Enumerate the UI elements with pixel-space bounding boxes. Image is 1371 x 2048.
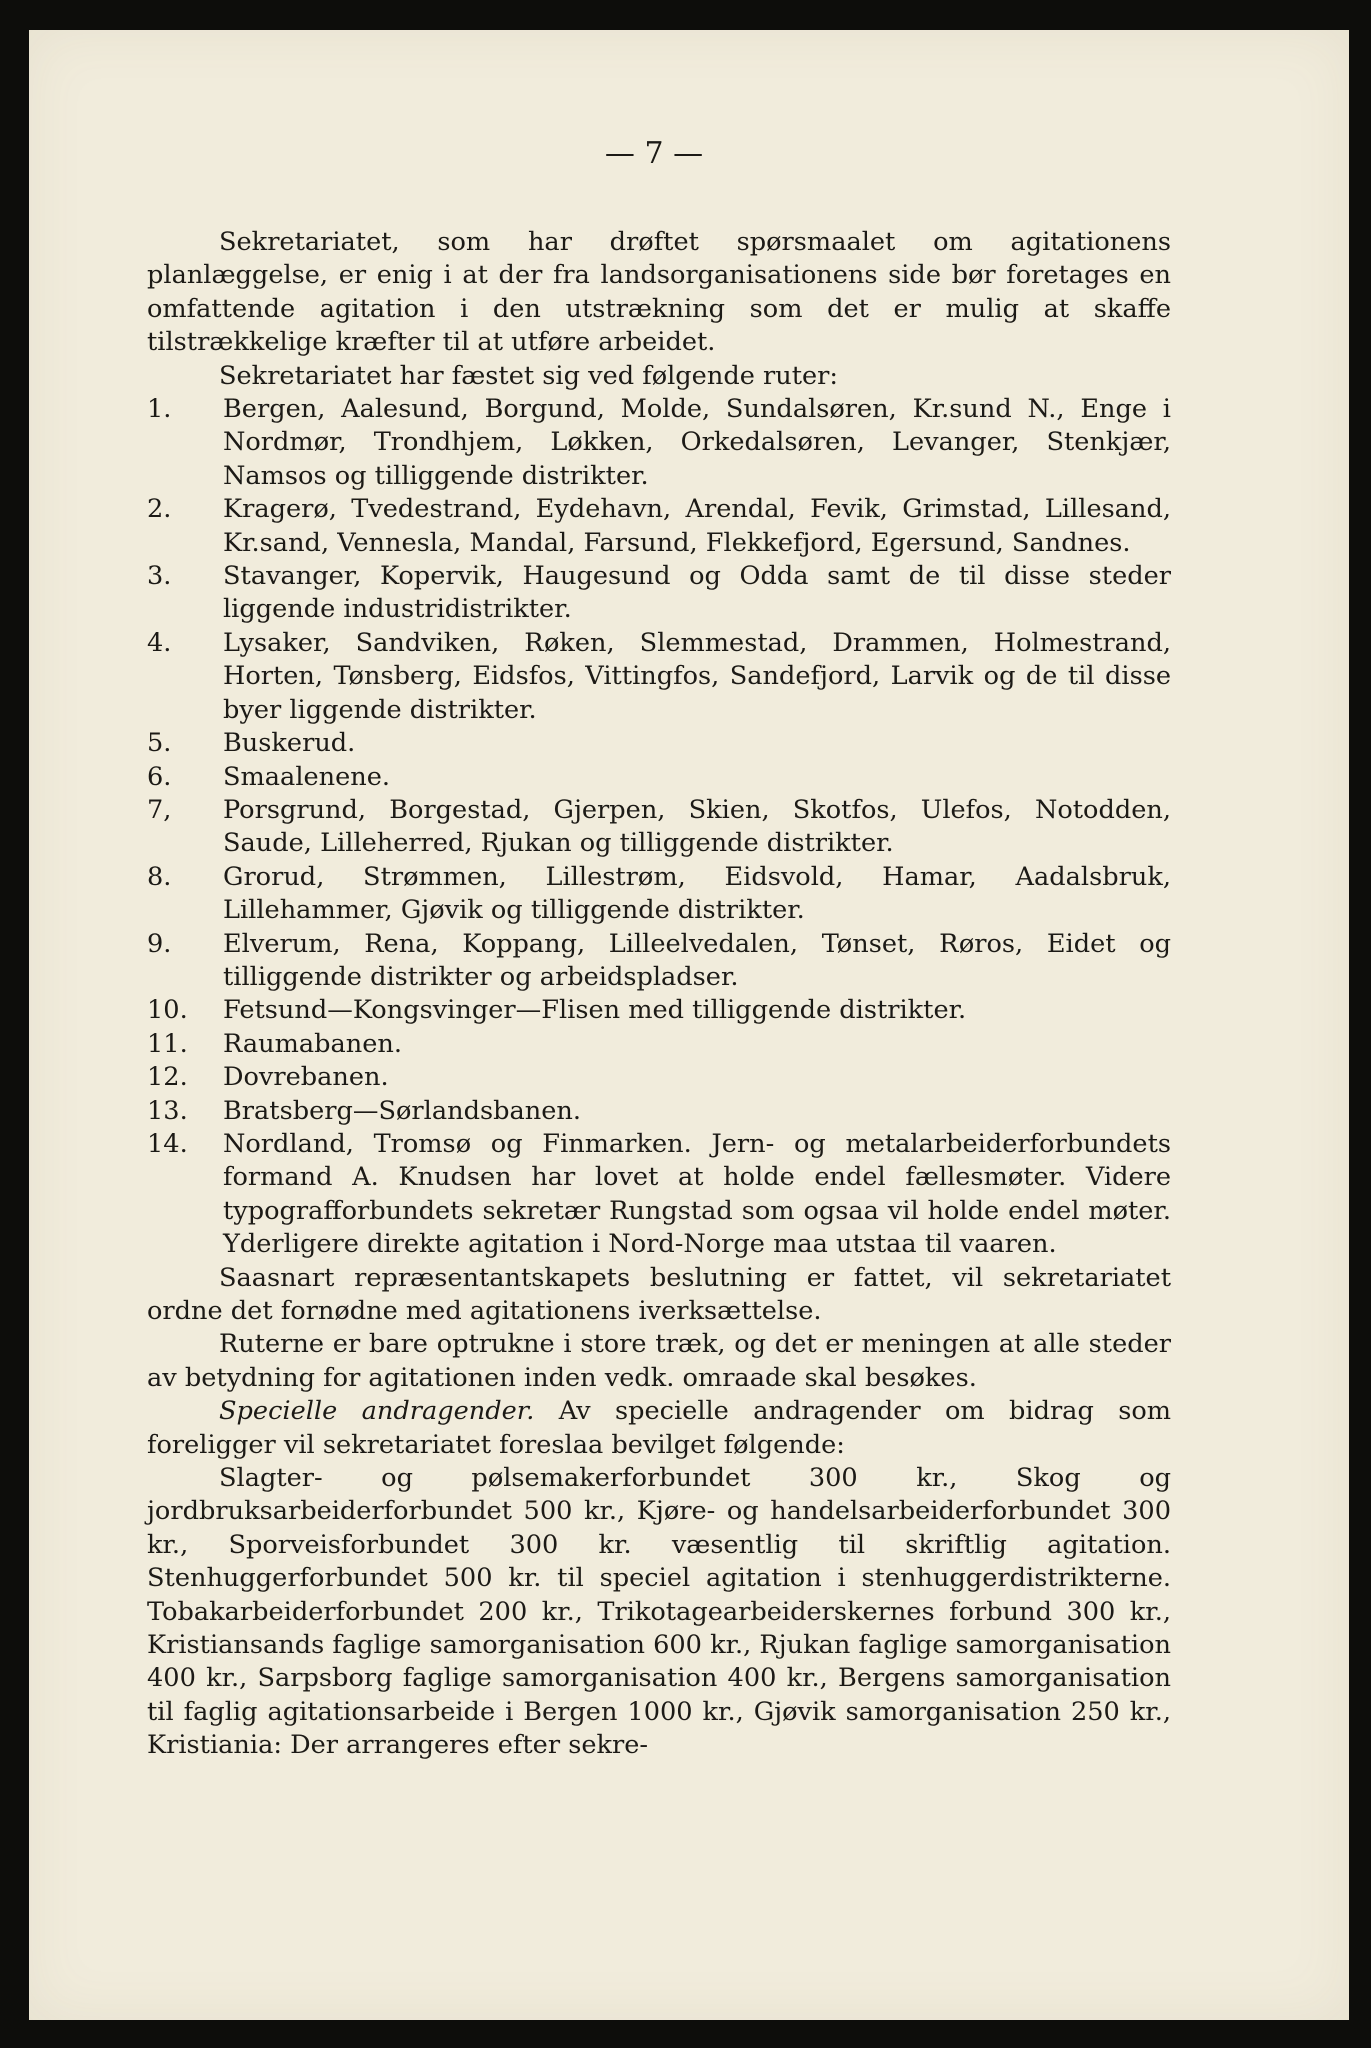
route-number: 13. — [147, 1095, 188, 1126]
route-text: Grorud, Strømmen, Lillestrøm, Eidsvold, Hamar, Aadalsbruk, Lillehammer, Gjøvik og tilliggende distrikter. — [223, 861, 1171, 926]
route-item — [147, 1128, 1171, 1262]
section-heading-special-requests: Specielle andragender. — [219, 1396, 535, 1427]
route-item — [147, 493, 1171, 560]
route-item — [147, 994, 1171, 1027]
route-item — [147, 727, 1171, 760]
route-item — [147, 1028, 1171, 1061]
route-text: Dovrebanen. — [223, 1062, 389, 1093]
route-number: 7, — [147, 794, 172, 825]
route-text: Fetsund—Kongsvinger—Flisen med tilliggende distrikter. — [223, 995, 967, 1026]
route-item — [147, 1061, 1171, 1094]
route-text: Bratsberg—Sørlandsbanen. — [223, 1095, 581, 1126]
paragraph-routes-intro: Sekretariatet har fæstet sig ved følgende ruter: — [219, 360, 838, 391]
route-number: 4. — [147, 627, 172, 658]
route-number: 9. — [147, 928, 172, 959]
route-number: 5. — [147, 728, 172, 759]
route-text: Nordland, Tromsø og Finmarken. Jern- og metalarbeiderforbundets formand A. Knudsen har lovet at holde endel fællesmøter. Videre typografforbundets sekretær Rungstad som ogsaa vil holde endel møter. Yderligere direkte agitation i Nord-Norge maa utstaa til vaaren. — [223, 1128, 1171, 1260]
route-item — [147, 794, 1171, 861]
route-item — [147, 761, 1171, 794]
route-text: Porsgrund, Borgestad, Gjerpen, Skien, Skotfos, Ulefos, Notodden, Saude, Lilleherred, Rjukan og tilliggende distrikter. — [223, 794, 1171, 859]
special-requests-intro: Av specielle andragender om bidrag som foreligger vil sekretariatet foreslaa bevilget følgende: — [147, 1396, 1172, 1460]
paragraph-agitation-planning: Sekretariatet, som har drøftet spørsmaalet om agitationens planlæggelse, er enig i at der fra landsorganisationens side bør foretages en omfattende agitation i den utstrækning som det er mulig at skaffe tilstrækkelige kræfter til at utføre arbeidet. — [147, 227, 1171, 358]
route-number: 12. — [147, 1062, 188, 1093]
paragraph-special-grants: Slagter- og pølsemakerforbundet 300 kr., Skog og jordbruksarbeiderforbundet 500 kr., Kjøre- og handelsarbeiderforbundet 300 kr., Sporveisforbundet 300 kr. væsentlig til skriftlig agitation. Stenhuggerforbundet 500 kr. til speciel agitation i stenhuggerdistrikterne. Tobakarbeiderforbundet 200 kr., Trikotagearbeiderskernes forbund 300 kr., Kristiansands faglige samorganisation 600 kr., Rjukan faglige samorganisation 400 kr., Sarpsborg faglige samorganisation 400 kr., Bergens samorganisation til faglig agitationsarbeide i Bergen 1000 kr., Gjøvik samorganisation 250 kr., Kristiania: Der arrangeres efter sekre- — [147, 1463, 1171, 1761]
route-text: Smaalenene. — [223, 761, 391, 792]
route-text: Bergen, Aalesund, Borgund, Molde, Sundalsøren, Kr.sund N., Enge i Nordmør, Trondhjem, Løkken, Orkedalsøren, Levanger, Stenkjær, Namsos og tilliggende distrikter. — [223, 394, 1171, 491]
route-number: 8. — [147, 861, 172, 892]
route-text: Raumabanen. — [223, 1028, 403, 1059]
route-item — [147, 928, 1171, 995]
route-text: Kragerø, Tvedestrand, Eydehavn, Arendal, Fevik, Grimstad, Lillesand, Kr.sand, Vennesla, Mandal, Farsund, Flekkefjord, Egersund, Sandnes. — [223, 494, 1171, 558]
route-text: Lysaker, Sandviken, Røken, Slemmestad, Drammen, Holmestrand, Horten, Tønsberg, Eidsfos, Vittingfos, Sandefjord, Larvik og de til disse byer liggende distrikter. — [223, 627, 1171, 725]
route-item — [147, 1095, 1171, 1128]
route-number: 3. — [147, 561, 172, 592]
document-page — [29, 30, 1349, 2020]
route-item — [147, 560, 1171, 627]
route-number: 10. — [147, 995, 188, 1026]
route-item — [147, 627, 1171, 727]
paragraph-special-requests — [147, 1395, 1171, 1462]
route-number: 1. — [147, 394, 172, 425]
paragraph-implementation: Saasnart repræsentantskapets beslutning er fattet, vil sekretariatet ordne det fornødne med agitationens iverksættelse. — [147, 1262, 1171, 1326]
route-item — [147, 861, 1171, 928]
routes-list — [147, 393, 1171, 1262]
route-text: Stavanger, Kopervik, Haugesund og Odda samt de til disse steder liggende industridistrikter. — [223, 561, 1171, 625]
page-number: — 7 — — [604, 136, 704, 171]
paragraph-routes-note: Ruterne er bare optrukne i store træk, og det er meningen at alle steder av betydning for agitationen inden vedk. omraade skal besøkes. — [147, 1329, 1171, 1393]
route-number: 11. — [147, 1028, 188, 1059]
route-number: 14. — [147, 1128, 188, 1159]
route-item — [147, 393, 1171, 493]
route-number: 6. — [147, 761, 172, 792]
route-text: Elverum, Rena, Koppang, Lilleelvedalen, Tønset, Røros, Eidet og tilliggende distrikter og arbeidspladser. — [223, 928, 1171, 992]
route-number: 2. — [147, 494, 172, 525]
page-body — [147, 226, 1171, 1763]
route-text: Buskerud. — [223, 728, 356, 759]
